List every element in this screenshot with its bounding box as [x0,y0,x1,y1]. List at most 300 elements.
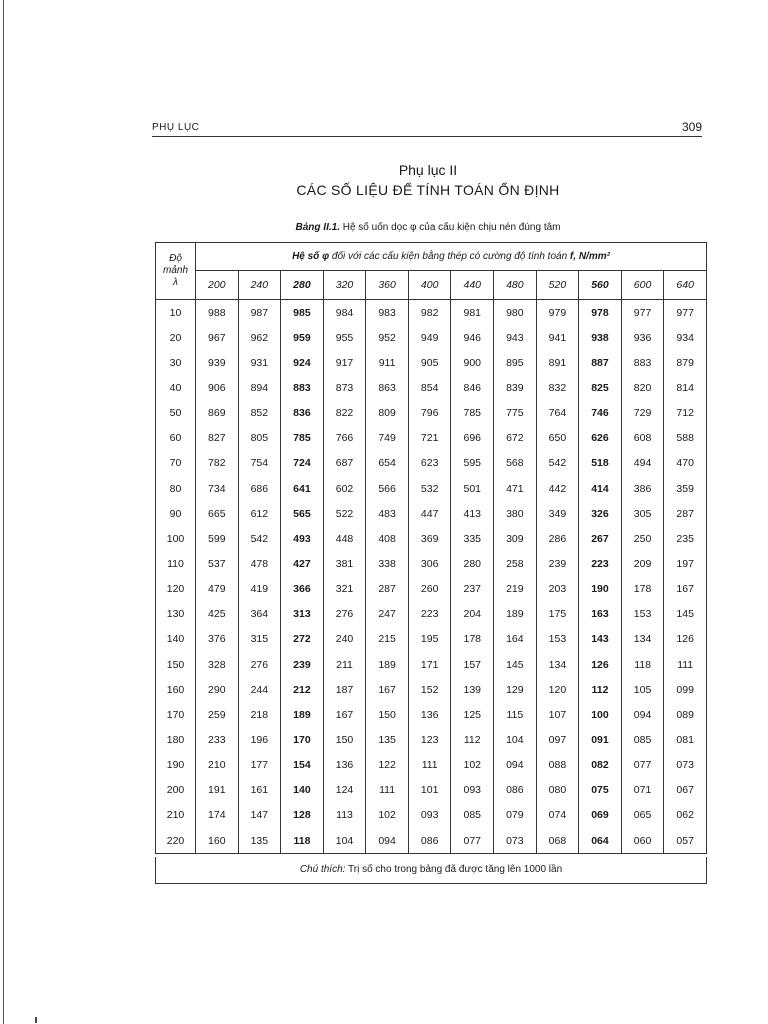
table-cell: 085 [621,727,664,752]
table-cell: 057 [664,828,707,854]
table-cell: 223 [579,551,622,576]
table-cell: 836 [281,401,324,426]
table-cell: 112 [451,727,494,752]
table-cell: 796 [408,401,451,426]
table-cell: 153 [536,627,579,652]
table-body [156,300,707,854]
table-cell: 081 [664,727,707,752]
table-cell: 376 [196,627,239,652]
page-number: 309 [681,120,702,134]
table-cell: 641 [281,476,324,501]
table-cell: 240 [323,627,366,652]
row-lambda-cell: 100 [156,526,196,551]
table-cell: 941 [536,325,579,350]
table-cell: 987 [238,300,281,326]
table-row [156,727,707,752]
row-lambda-cell: 130 [156,602,196,627]
table-cell: 805 [238,426,281,451]
table-cell: 122 [366,753,409,778]
table-cell: 154 [281,753,324,778]
table-cell: 191 [196,778,239,803]
table-cell: 125 [451,702,494,727]
table-caption-label: Bảng II.1. [295,222,340,233]
table-cell: 089 [664,702,707,727]
table-cell: 178 [451,627,494,652]
table-cell: 696 [451,426,494,451]
row-lambda-cell: 110 [156,551,196,576]
table-cell: 244 [238,677,281,702]
table-cell: 136 [408,702,451,727]
table-cell: 470 [664,451,707,476]
table-cell: 290 [196,677,239,702]
table-cell: 111 [664,652,707,677]
table-cell: 414 [579,476,622,501]
group-header-f: f [569,251,574,262]
table-cell: 326 [579,501,622,526]
table-cell: 111 [366,778,409,803]
table-cell: 305 [621,501,664,526]
row-lambda-cell: 180 [156,727,196,752]
table-cell: 448 [323,526,366,551]
table-cell: 869 [196,401,239,426]
table-cell: 734 [196,476,239,501]
table-cell: 074 [536,803,579,828]
column-header: 200 [196,271,239,300]
table-cell: 091 [579,727,622,752]
table-cell: 413 [451,501,494,526]
table-cell: 204 [451,602,494,627]
table-cell: 532 [408,476,451,501]
column-header: 600 [621,271,664,300]
table-row [156,828,707,854]
table-cell: 568 [494,451,537,476]
binding-edge-line [3,0,4,1024]
table-cell: 175 [536,602,579,627]
table-cell: 854 [408,375,451,400]
table-row [156,602,707,627]
table-cell: 978 [579,300,622,326]
table-cell: 287 [366,577,409,602]
table-cell: 177 [238,753,281,778]
table-cell: 287 [664,501,707,526]
table-row [156,803,707,828]
table-cell: 077 [621,753,664,778]
table-cell: 775 [494,401,537,426]
table-cell: 190 [579,577,622,602]
table-row [156,551,707,576]
table-cell: 209 [621,551,664,576]
table-row [156,401,707,426]
table-cell: 145 [494,652,537,677]
appendix-title: Phụ lục II [398,162,458,178]
table-cell: 494 [621,451,664,476]
column-header: 440 [451,271,494,300]
table-cell: 359 [664,476,707,501]
row-lambda-cell: 20 [156,325,196,350]
table-cell: 211 [323,652,366,677]
table-cell: 608 [621,426,664,451]
table-cell: 984 [323,300,366,326]
table-cell: 979 [536,300,579,326]
table-row [156,476,707,501]
running-head [152,120,702,137]
table-cell: 665 [196,501,239,526]
row-lambda-cell: 80 [156,476,196,501]
table-cell: 839 [494,375,537,400]
table-cell: 967 [196,325,239,350]
table-cell: 479 [196,577,239,602]
table-cell: 239 [536,551,579,576]
stub-header [156,243,196,300]
table-cell: 654 [366,451,409,476]
table-cell: 822 [323,401,366,426]
table-cell: 386 [621,476,664,501]
table-cell: 135 [366,727,409,752]
table-cell: 599 [196,526,239,551]
table-cell: 894 [238,375,281,400]
table-cell: 364 [238,602,281,627]
table-cell: 118 [281,828,324,854]
table-cell: 977 [621,300,664,326]
table-cell: 895 [494,350,537,375]
table-cell: 380 [494,501,537,526]
table-cell: 931 [238,350,281,375]
group-header-unit: , N/mm² [573,251,610,262]
table-cell: 419 [238,577,281,602]
table-cell: 276 [323,602,366,627]
table-cell: 195 [408,627,451,652]
table-cell: 082 [579,753,622,778]
table-cell: 189 [494,602,537,627]
table-cell: 085 [451,803,494,828]
table-cell: 985 [281,300,324,326]
table-cell: 272 [281,627,324,652]
table-cell: 785 [281,426,324,451]
table-cell: 936 [621,325,664,350]
table-cell: 102 [366,803,409,828]
table-cell: 233 [196,727,239,752]
table-cell: 764 [536,401,579,426]
table-cell: 113 [323,803,366,828]
row-lambda-cell: 200 [156,778,196,803]
row-lambda-cell: 170 [156,702,196,727]
table-cell: 286 [536,526,579,551]
table-cell: 623 [408,451,451,476]
table-cell: 170 [281,727,324,752]
table-cell: 588 [664,426,707,451]
table-cell: 943 [494,325,537,350]
table-row [156,451,707,476]
table-cell: 518 [579,451,622,476]
appendix-subtitle: CÁC SỐ LIỆU ĐỂ TÍNH TOÁN ỔN ĐỊNH [296,182,560,198]
table-cell: 537 [196,551,239,576]
table-cell: 105 [621,677,664,702]
table-cell: 210 [196,753,239,778]
table-row [156,325,707,350]
table-cell: 157 [451,652,494,677]
column-header: 560 [579,271,622,300]
table-cell: 123 [408,727,451,752]
table-cell: 338 [366,551,409,576]
column-header: 240 [238,271,281,300]
table-row [156,501,707,526]
table-cell: 174 [196,803,239,828]
column-header: 360 [366,271,409,300]
table-cell: 140 [281,778,324,803]
table-cell: 164 [494,627,537,652]
table-cell: 746 [579,401,622,426]
table-cell: 425 [196,602,239,627]
table-cell: 917 [323,350,366,375]
table-row [156,677,707,702]
table-cell: 153 [621,602,664,627]
table-cell: 079 [494,803,537,828]
table-cell: 825 [579,375,622,400]
table-cell: 832 [536,375,579,400]
table-cell: 321 [323,577,366,602]
table-cell: 167 [366,677,409,702]
table-cell: 267 [579,526,622,551]
table-cell: 672 [494,426,537,451]
table-cell: 147 [238,803,281,828]
table-cell: 988 [196,300,239,326]
table-cell: 905 [408,350,451,375]
table-cell: 189 [366,652,409,677]
table-cell: 724 [281,451,324,476]
table-cell: 721 [408,426,451,451]
table-cell: 687 [323,451,366,476]
table-cell: 126 [579,652,622,677]
table-cell: 891 [536,350,579,375]
table-cell: 754 [238,451,281,476]
table-cell: 080 [536,778,579,803]
table-row [156,577,707,602]
table-cell: 150 [366,702,409,727]
table-cell: 088 [536,753,579,778]
table-cell: 068 [536,828,579,854]
table-cell: 982 [408,300,451,326]
table-cell: 212 [281,677,324,702]
running-head-section: PHỤ LỤC [152,122,200,133]
table-cell: 328 [196,652,239,677]
row-lambda-cell: 120 [156,577,196,602]
table-cell: 086 [408,828,451,854]
group-header [196,243,707,271]
table-cell: 094 [366,828,409,854]
table-cell: 483 [366,501,409,526]
table-cell: 315 [238,627,281,652]
table-cell: 135 [238,828,281,854]
table-cell: 442 [536,476,579,501]
table-cell: 427 [281,551,324,576]
table-cell: 136 [323,753,366,778]
table-cell: 203 [536,577,579,602]
table-cell: 276 [238,652,281,677]
table-cell: 073 [664,753,707,778]
table-cell: 949 [408,325,451,350]
buckling-coefficient-table [155,242,707,854]
binding-mark [35,1017,37,1023]
table-cell: 493 [281,526,324,551]
table-cell: 883 [281,375,324,400]
table-cell: 060 [621,828,664,854]
table-cell: 814 [664,375,707,400]
table-cell: 962 [238,325,281,350]
table-cell: 846 [451,375,494,400]
group-header-mid: đối với các cấu kiện bằng thép có cường độ tính toán [329,251,570,262]
table-cell: 178 [621,577,664,602]
table-cell: 239 [281,652,324,677]
table-cell: 069 [579,803,622,828]
table-cell: 171 [408,652,451,677]
row-lambda-cell: 50 [156,401,196,426]
row-lambda-cell: 150 [156,652,196,677]
table-row [156,375,707,400]
row-lambda-cell: 40 [156,375,196,400]
table-cell: 280 [451,551,494,576]
table-cell: 065 [621,803,664,828]
table-cell: 160 [196,828,239,854]
group-header-prefix: Hệ số φ [292,251,330,262]
row-lambda-cell: 30 [156,350,196,375]
row-lambda-cell: 140 [156,627,196,652]
table-cell: 064 [579,828,622,854]
table-cell: 408 [366,526,409,551]
table-cell: 219 [494,577,537,602]
table-cell: 250 [621,526,664,551]
table-row [156,300,707,326]
table-row [156,350,707,375]
row-lambda-cell: 70 [156,451,196,476]
table-cell: 306 [408,551,451,576]
table-cell: 101 [408,778,451,803]
table-cell: 112 [579,677,622,702]
table-note-label: Chú thích: [299,864,346,875]
table-cell: 143 [579,627,622,652]
table-cell: 729 [621,401,664,426]
table-cell: 073 [494,828,537,854]
table-cell: 911 [366,350,409,375]
table-row [156,627,707,652]
table-cell: 062 [664,803,707,828]
table-cell: 097 [536,727,579,752]
table-cell: 381 [323,551,366,576]
table-cell: 075 [579,778,622,803]
table-cell: 335 [451,526,494,551]
table-cell: 189 [281,702,324,727]
table-cell: 093 [451,778,494,803]
table-cell: 883 [621,350,664,375]
table-row [156,426,707,451]
table-cell: 983 [366,300,409,326]
column-header-row [156,271,707,300]
table-cell: 879 [664,350,707,375]
table-cell: 749 [366,426,409,451]
table-cell: 152 [408,677,451,702]
stub-header-line-3: λ [173,277,178,288]
table-cell: 115 [494,702,537,727]
row-lambda-cell: 90 [156,501,196,526]
table-cell: 887 [579,350,622,375]
table-cell: 981 [451,300,494,326]
table-cell: 223 [408,602,451,627]
table-cell: 900 [451,350,494,375]
table-cell: 349 [536,501,579,526]
column-header: 280 [281,271,324,300]
table-cell: 595 [451,451,494,476]
row-lambda-cell: 220 [156,828,196,854]
table-cell: 163 [579,602,622,627]
table-cell: 566 [366,476,409,501]
table-cell: 952 [366,325,409,350]
table-caption-text: Hệ số uốn dọc φ của cấu kiện chịu nén đúng tâm [342,222,561,233]
table-cell: 820 [621,375,664,400]
table-cell: 120 [536,677,579,702]
table-cell: 107 [536,702,579,727]
table-cell: 946 [451,325,494,350]
table-cell: 167 [664,577,707,602]
table-cell: 100 [579,702,622,727]
table-cell: 077 [451,828,494,854]
table-cell: 094 [494,753,537,778]
table-cell: 522 [323,501,366,526]
table-cell: 086 [494,778,537,803]
table-row [156,702,707,727]
table-cell: 977 [664,300,707,326]
table-cell: 686 [238,476,281,501]
table-cell: 129 [494,677,537,702]
table-cell: 602 [323,476,366,501]
table-cell: 501 [451,476,494,501]
table-note [155,857,707,884]
table-cell: 612 [238,501,281,526]
table-cell: 258 [494,551,537,576]
table-cell: 863 [366,375,409,400]
stub-header-line-1: Độ [169,253,182,264]
table-cell: 924 [281,350,324,375]
table-cell: 309 [494,526,537,551]
table-cell: 955 [323,325,366,350]
table-cell: 124 [323,778,366,803]
table-cell: 959 [281,325,324,350]
table-cell: 565 [281,501,324,526]
table-cell: 313 [281,602,324,627]
table-cell: 906 [196,375,239,400]
table-cell: 237 [451,577,494,602]
table-cell: 128 [281,803,324,828]
table-cell: 126 [664,627,707,652]
table-cell: 247 [366,602,409,627]
table-cell: 852 [238,401,281,426]
table-cell: 785 [451,401,494,426]
table-cell: 067 [664,778,707,803]
table-cell: 478 [238,551,281,576]
column-header: 520 [536,271,579,300]
stub-header-line-2: mảnh [162,265,188,276]
table-cell: 071 [621,778,664,803]
table-cell: 134 [621,627,664,652]
table-cell: 111 [408,753,451,778]
table-cell: 542 [238,526,281,551]
table-cell: 712 [664,401,707,426]
table-cell: 134 [536,652,579,677]
table-cell: 139 [451,677,494,702]
table-cell: 650 [536,426,579,451]
table-cell: 215 [366,627,409,652]
table-cell: 782 [196,451,239,476]
table-cell: 938 [579,325,622,350]
table-caption [150,222,706,233]
